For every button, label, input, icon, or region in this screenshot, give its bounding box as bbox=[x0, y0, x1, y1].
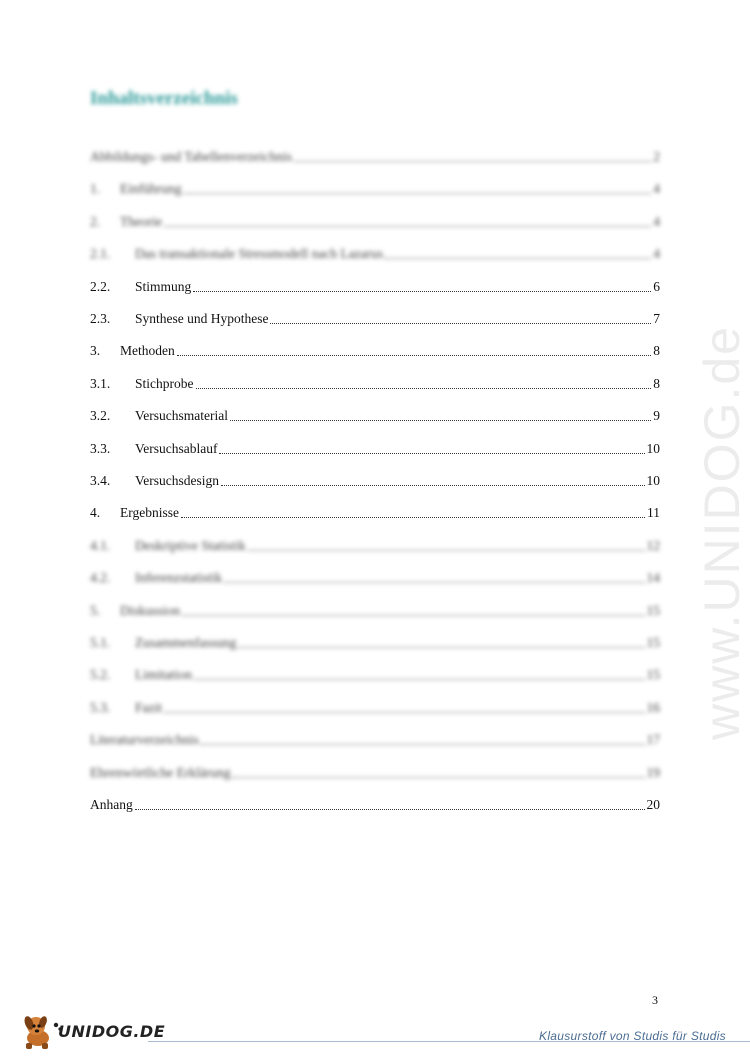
toc-entry-page: 9 bbox=[653, 408, 660, 424]
toc-entry[interactable] bbox=[90, 595, 660, 619]
toc-entry-number: 5.3. bbox=[90, 699, 111, 715]
toc-entry-number: 5.2. bbox=[90, 667, 111, 683]
toc-entry-page: 14 bbox=[646, 570, 660, 586]
toc-entry[interactable] bbox=[90, 627, 660, 651]
toc-entry-title: Diskussion bbox=[120, 602, 181, 618]
toc-entry-title: Zusammenfassung bbox=[135, 635, 237, 650]
toc-entry-page: 12 bbox=[646, 537, 660, 553]
toc-entry[interactable] bbox=[90, 206, 660, 230]
toc-entry-title: Synthese und Hypothese bbox=[135, 311, 269, 326]
toc-entry-number: 2. bbox=[90, 213, 101, 229]
dot-leader bbox=[270, 323, 651, 324]
toc-entry-number: 3.3. bbox=[90, 440, 111, 456]
toc-entry[interactable] bbox=[90, 271, 660, 295]
toc-entry-title: Methoden bbox=[120, 343, 175, 359]
toc-entry-title: Versuchsdesign bbox=[135, 473, 219, 488]
dot-leader bbox=[385, 258, 651, 259]
footer-slogan: Klausurstoff von Studis für Studis bbox=[539, 1029, 726, 1043]
toc-entry[interactable] bbox=[90, 562, 660, 586]
toc-entry-page: 8 bbox=[653, 375, 660, 391]
toc-entry[interactable] bbox=[90, 303, 660, 327]
dot-leader bbox=[184, 193, 652, 194]
toc-entry-page: 10 bbox=[646, 440, 660, 456]
toc-entry[interactable] bbox=[90, 238, 660, 262]
toc-entry[interactable] bbox=[90, 173, 660, 197]
toc-entry[interactable] bbox=[90, 789, 660, 813]
toc-entry-number: 2.1. bbox=[90, 246, 111, 262]
toc-entry-page: 15 bbox=[646, 602, 660, 618]
toc-entry-number: 4.2. bbox=[90, 570, 111, 586]
toc-entry-title: Einführung bbox=[120, 181, 182, 197]
toc-entry[interactable] bbox=[90, 659, 660, 683]
toc-entry[interactable] bbox=[90, 433, 660, 457]
toc-entry-page: 8 bbox=[653, 343, 660, 359]
toc-entry-title: Ehrenwörtliche Erklärung bbox=[90, 764, 231, 780]
toc-entry-title: Abbildungs- und Tabellenverzeichnis bbox=[90, 149, 293, 164]
dot-leader bbox=[230, 420, 651, 421]
toc-entry-page: 6 bbox=[653, 278, 660, 294]
toc-entry-number: 3.4. bbox=[90, 473, 111, 488]
toc-entry-page: 4 bbox=[653, 181, 660, 197]
dot-leader bbox=[196, 388, 652, 389]
toc-entry-page: 4 bbox=[653, 213, 660, 229]
dot-leader bbox=[193, 291, 651, 292]
toc-entry-page: 15 bbox=[646, 635, 660, 650]
dot-leader bbox=[294, 161, 651, 162]
toc-entry[interactable] bbox=[90, 335, 660, 359]
toc-entry-title: Das transaktionale Stressmodell nach Lazarus bbox=[135, 246, 384, 262]
toc-entry-number: 1. bbox=[90, 181, 101, 197]
toc-entry-number: 3.2. bbox=[90, 408, 111, 424]
toc-entry-page: 19 bbox=[646, 764, 660, 780]
toc-entry-number: 2.3. bbox=[90, 311, 111, 326]
toc-entry-page: 11 bbox=[647, 505, 660, 521]
logo-text: UNIDOG.DE bbox=[58, 1022, 166, 1041]
toc-entry-title: Inferenzstatistik bbox=[135, 570, 222, 586]
toc-entry-title: Limitation bbox=[135, 667, 192, 683]
toc-entry[interactable] bbox=[90, 724, 660, 748]
dot-leader bbox=[221, 485, 645, 486]
toc-entry-number: 5. bbox=[90, 602, 101, 618]
toc-entry-title: Versuchsablauf bbox=[135, 440, 218, 456]
toc-entry-number: 2.2. bbox=[90, 278, 111, 294]
toc-entry[interactable] bbox=[90, 530, 660, 554]
toc-entry-page: 16 bbox=[646, 699, 660, 715]
dot-leader bbox=[194, 679, 645, 680]
toc-entry-title: Stichprobe bbox=[135, 375, 194, 391]
dot-leader bbox=[182, 615, 644, 616]
toc-entry-number: 5.1. bbox=[90, 635, 111, 650]
toc-entry-page: 2 bbox=[653, 149, 660, 164]
toc-entry[interactable] bbox=[90, 465, 660, 489]
toc-entry-number: 4. bbox=[90, 505, 101, 521]
dot-leader bbox=[177, 355, 652, 356]
toc-entry-number: 3. bbox=[90, 343, 101, 359]
toc-entry-title: Deskriptive Statistik bbox=[135, 537, 246, 553]
toc-entry[interactable] bbox=[90, 692, 660, 716]
unidog-logo[interactable] bbox=[20, 1010, 166, 1052]
toc-entry-page: 17 bbox=[646, 732, 660, 748]
toc-title: Inhaltsverzeichnis bbox=[90, 88, 238, 109]
toc-entry[interactable] bbox=[90, 141, 660, 165]
toc-entry[interactable] bbox=[90, 497, 660, 521]
dot-leader bbox=[201, 744, 645, 745]
dot-leader bbox=[164, 226, 651, 227]
toc-entry-title: Literaturverzeichnis bbox=[90, 732, 199, 748]
toc-entry-title: Anhang bbox=[90, 797, 133, 812]
toc-entry-title: Versuchsmaterial bbox=[135, 408, 228, 424]
toc-entry-page: 15 bbox=[646, 667, 660, 683]
toc-entry-title: Theorie bbox=[120, 213, 162, 229]
toc-entry[interactable] bbox=[90, 400, 660, 424]
toc-entry-page: 4 bbox=[653, 246, 660, 262]
page-number: 3 bbox=[652, 993, 658, 1007]
dot-leader bbox=[224, 582, 645, 583]
dot-leader bbox=[233, 777, 645, 778]
dot-leader bbox=[248, 550, 645, 551]
toc-entry-title: Fazit bbox=[135, 699, 162, 715]
dot-leader bbox=[164, 712, 645, 713]
toc-entry-page: 20 bbox=[646, 797, 660, 812]
watermark: www.UNIDOG.de bbox=[694, 325, 750, 740]
toc-entry-page: 7 bbox=[653, 311, 660, 326]
dot-leader bbox=[238, 647, 644, 648]
dot-leader bbox=[135, 809, 645, 810]
dot-leader bbox=[219, 453, 644, 454]
toc-entry[interactable] bbox=[90, 757, 660, 781]
toc-entry-page: 10 bbox=[646, 473, 660, 488]
toc-entry-number: 4.1. bbox=[90, 537, 111, 553]
toc-entry[interactable] bbox=[90, 368, 660, 392]
toc-entry-title: Ergebnisse bbox=[120, 505, 179, 521]
toc-entry-title: Stimmung bbox=[135, 278, 192, 294]
toc-entry-number: 3.1. bbox=[90, 375, 111, 391]
dot-leader bbox=[181, 517, 645, 518]
